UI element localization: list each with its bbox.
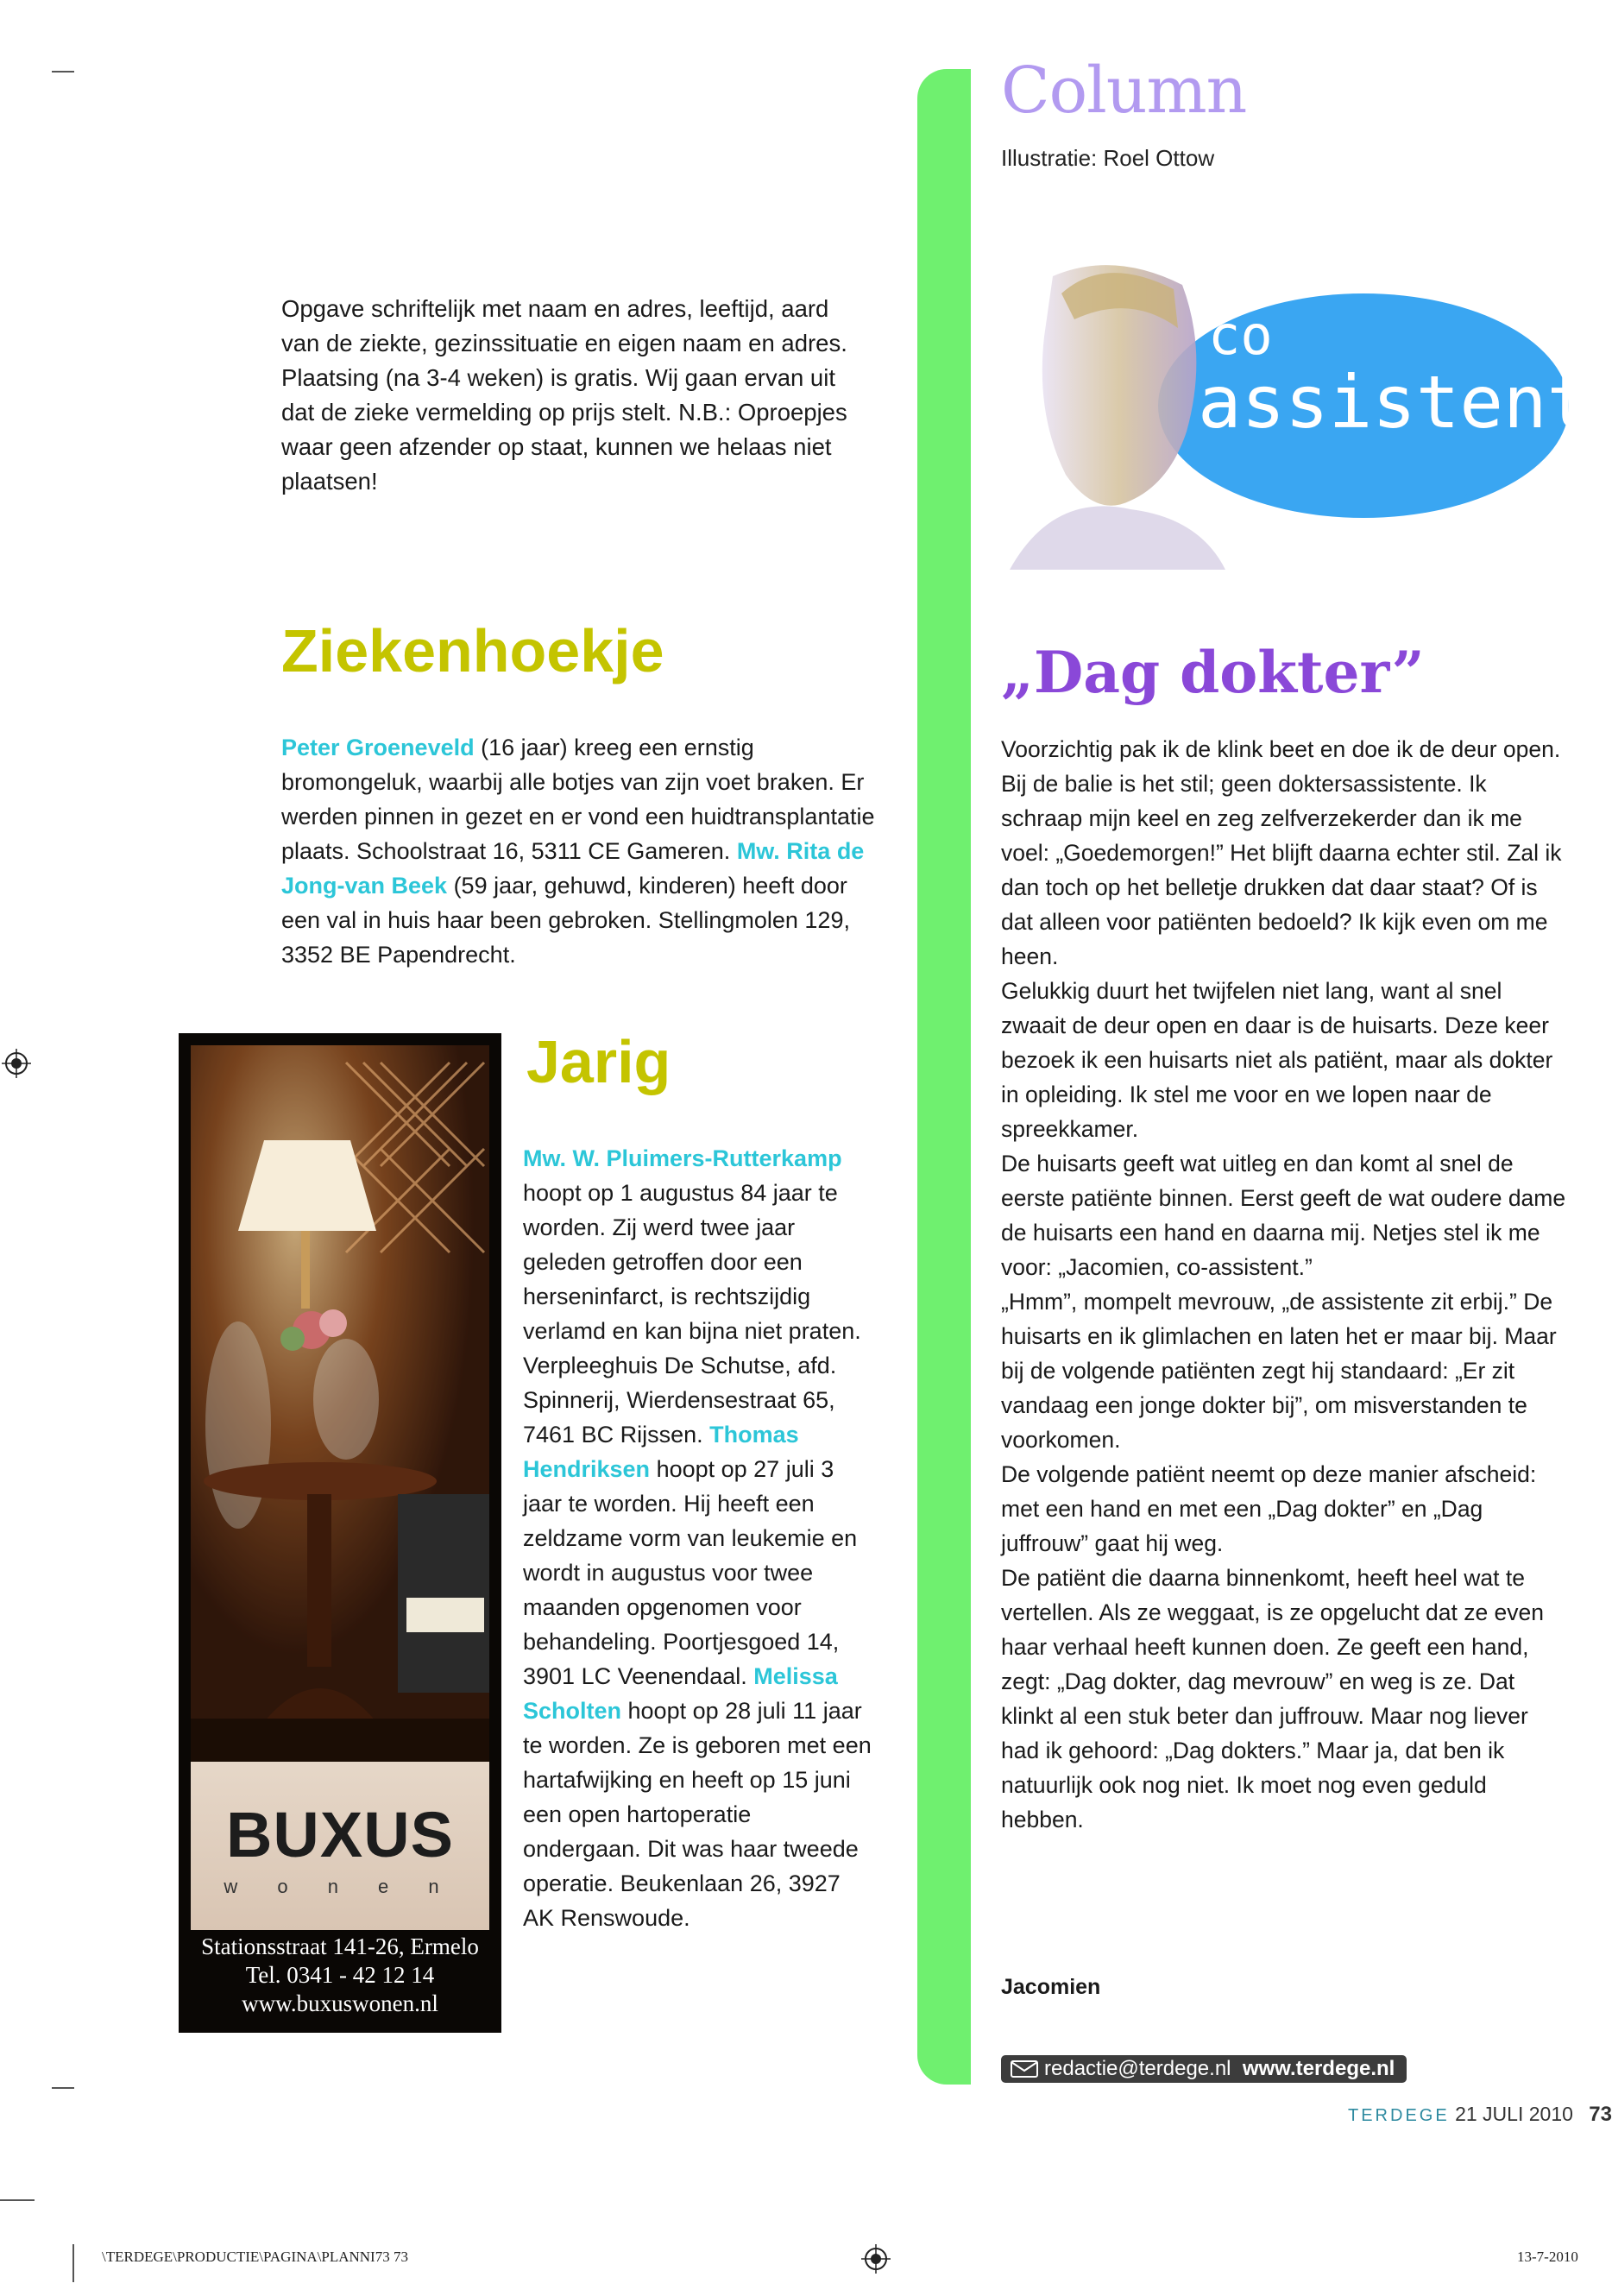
entry-name: Thomas Hendriksen bbox=[523, 1422, 799, 1482]
ziekenhoekje-body bbox=[281, 730, 877, 972]
entry-name: Mw. Rita de Jong-van Beek bbox=[281, 838, 865, 899]
contact-email[interactable]: redactie@terdege.nl bbox=[1044, 2057, 1231, 2080]
registration-mark-icon bbox=[2, 1049, 31, 1078]
jarig-body bbox=[523, 1141, 873, 1935]
column-paragraph: De volgende patiënt neemt op deze manier afscheid: met een hand en met een „Dag dokter” en „Dag juffrouw” gaat hij weg. bbox=[1001, 1461, 1537, 1556]
column-paragraph: „Hmm”, mompelt mevrouw, „de assistente zit erbij.” De huisarts en ik glimlachen en laten het er maar bij. Maar bij de volgende patiënten zegt hij standaard: „Er zit vandaag een jonge dokter bij”, om misverstanden te voorkomen. bbox=[1001, 1289, 1557, 1453]
entry-text: (16 jaar) kreeg een ernstig bromongeluk, waarbij alle botjes van zijn voet braken. Er werden pinnen in gezet en er vond een huidtransplantatie plaats. Schoolstraat 16, 5311 CE Gameren. bbox=[281, 735, 875, 864]
column-paragraph: De patiënt die daarna binnenkomt, heeft heel wat te vertellen. Als ze weggaat, is ze opgelucht dat ze even haar verhaal heeft kunnen doen. Ze geeft een hand, zegt: „Dag dokter, dag mevrouw” en weg is ze. Dat klinkt al een stuk beter dan juffrouw. Maar nog liever had ik gehoord: „Dag dokters.” Maar ja, dat ben ik natuurlijk ook nog niet. Ik moet nog even geduld hebben. bbox=[1001, 1565, 1545, 1832]
registration-mark-icon bbox=[861, 2244, 891, 2274]
crop-mark bbox=[0, 2199, 35, 2201]
ad-website: www.buxuswonen.nl bbox=[242, 1990, 438, 2016]
entry-name: Mw. W. Pluimers-Rutterkamp bbox=[523, 1145, 842, 1171]
column-heading: „Dag dokter” bbox=[1001, 639, 1425, 706]
issue-date: 21 JULI 2010 bbox=[1455, 2103, 1573, 2125]
contact-bar bbox=[1001, 2055, 1407, 2083]
ad-contact-lines bbox=[179, 1933, 501, 2018]
ad-phone: Tel. 0341 - 42 12 14 bbox=[245, 1962, 435, 1988]
print-date: 13-7-2010 bbox=[1517, 2249, 1578, 2265]
ziekenhoekje-heading: Ziekenhoekje bbox=[281, 617, 664, 684]
ad-address: Stationsstraat 141-26, Ermelo bbox=[201, 1933, 479, 1959]
entry-text: hoopt op 27 juli 3 jaar te worden. Hij heeft een zeldzame vorm van leukemie en wordt in augustus voor twee maanden opgenomen voor behandeling. Poortjesgoed 14, 3901 LC Veenendaal. bbox=[523, 1456, 858, 1689]
contact-website[interactable]: www.terdege.nl bbox=[1242, 2057, 1395, 2080]
interior-photo bbox=[191, 1045, 489, 1762]
entry-text: hoopt op 28 juli 11 jaar te worden. Ze is geboren met een hartafwijking en heeft op 15 juni een open hartoperatie ondergaan. Dit was haar tweede operatie. Beukenlaan 26, 3927 AK Renswoude. bbox=[523, 1698, 872, 1931]
page-number: 73 bbox=[1589, 2103, 1612, 2126]
column-paragraph: Gelukkig duurt het twijfelen niet lang, want al snel zwaait de deur open en daar is de huisarts. Deze keer bezoek ik een huisarts niet als patiënt, maar als dokter in opleiding. Ik stel me voor en we lopen naar de spreekkamer. bbox=[1001, 978, 1553, 1142]
entry-name: Peter Groeneveld bbox=[281, 735, 475, 760]
column-green-bar bbox=[917, 69, 971, 2085]
column-signature: Jacomien bbox=[1001, 1975, 1101, 1999]
crop-mark bbox=[72, 2244, 74, 2282]
illustration-credit: Illustratie: Roel Ottow bbox=[1001, 145, 1215, 171]
production-path: \TERDEGE\PRODUCTIE\PAGINA\PLANNI73 73 bbox=[102, 2249, 408, 2265]
buxus-logo: BUXUS bbox=[225, 1799, 455, 1870]
column-paragraph: Voorzichtig pak ik de klink beet en doe ik de deur open. Bij de balie is het stil; geen doktersassistente. Ik schraap mijn keel en zeg zelfverzekerder dan ik me voel: „Goedemorgen!” Het blijft daarna echter stil. Zal ik dan toch op het belletje drukken dat daar staat? Of is dat alleen voor patiënten bedoeld? Ik kijk even om me heen. bbox=[1001, 736, 1562, 969]
column-title: Column bbox=[1001, 54, 1247, 128]
entry-name: Melissa Scholten bbox=[523, 1663, 838, 1724]
page-footer bbox=[1348, 2103, 1612, 2127]
buxus-logo-panel bbox=[191, 1762, 489, 1930]
entry-text: hoopt op 1 augustus 84 jaar te worden. Zij werd twee jaar geleden getroffen door een herseninfarct, is rechtszijdig verlamd en kan bijna niet praten. Verpleeghuis De Schutse, afd. Spinnerij, Wierdensestraat 65, 7461 BC Rijssen. bbox=[523, 1180, 861, 1448]
column-body bbox=[1001, 732, 1571, 1837]
jarig-heading: Jarig bbox=[526, 1028, 671, 1095]
envelope-icon bbox=[1010, 2059, 1039, 2078]
crop-mark bbox=[52, 2087, 74, 2089]
entry-text: (59 jaar, gehuwd, kinderen) heeft door een val in huis haar been gebroken. Stellingmolen 129, 3352 BE Papendrecht. bbox=[281, 873, 850, 968]
logo-co: co bbox=[1208, 304, 1273, 367]
column-paragraph: De huisarts geeft wat uitleg en dan komt al snel de eerste patiënte binnen. Eerst geeft de wat oudere dame de huisarts een hand en daarna mij. Netjes stel ik me voor: „Jacomien, co-assistent.” bbox=[1001, 1151, 1566, 1280]
logo-assistent: assistent bbox=[1198, 360, 1591, 445]
co-assistent-illustration bbox=[1001, 259, 1591, 570]
intro-text: Opgave schriftelijk met naam en adres, leeftijd, aard van de ziekte, gezinssituatie en eigen naam en adres. Plaatsing (na 3-4 weken) is gratis. Wij gaan ervan uit dat de zieke vermelding op prijs stelt. N.B.: Oproepjes waar geen afzender op staat, kunnen we helaas niet plaatsen! bbox=[281, 295, 847, 495]
crop-mark bbox=[52, 71, 74, 73]
buxus-advertisement bbox=[179, 1033, 501, 2033]
magazine-name: TERDEGE bbox=[1348, 2106, 1450, 2125]
buxus-subtitle: w o n e n bbox=[224, 1876, 457, 1897]
